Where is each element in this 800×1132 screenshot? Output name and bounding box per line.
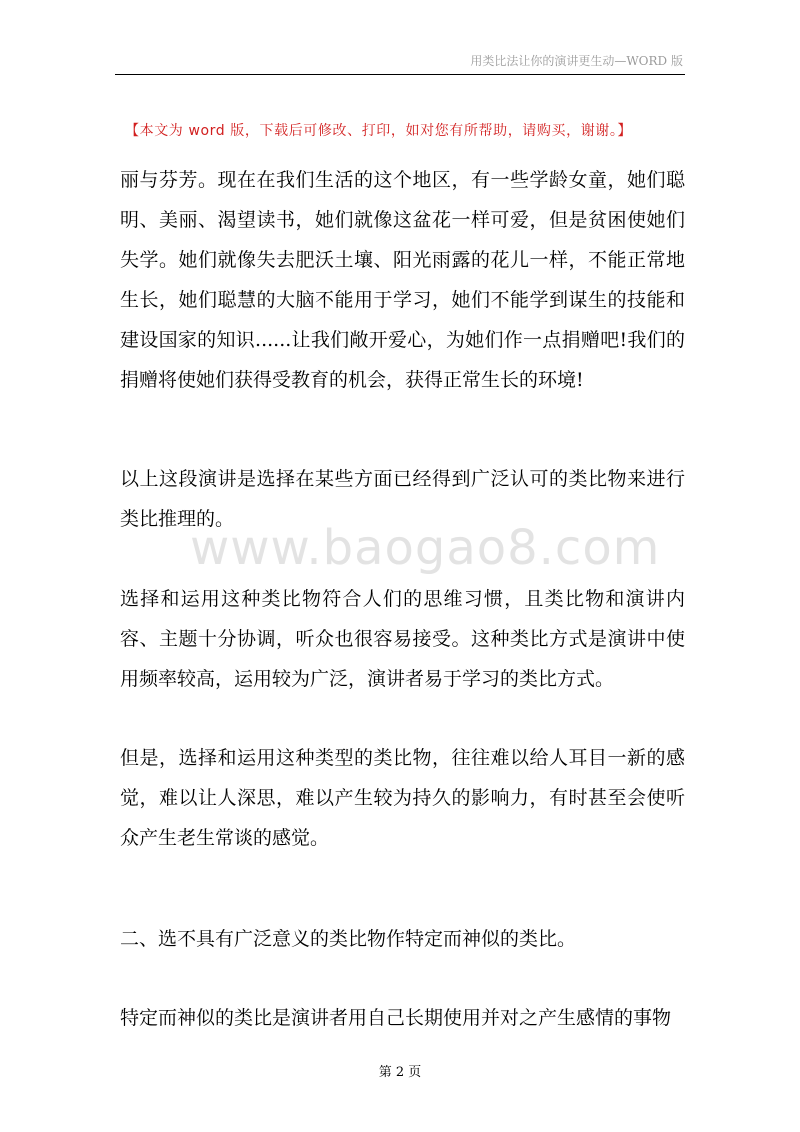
section-heading: 二、选不具有广泛意义的类比物作特定而神似的类比。 [120, 928, 577, 950]
page-number: 第 2 页 [378, 1065, 422, 1080]
paragraph-1: 丽与芬芳。现在在我们生活的这个地区，有一些学龄女童，她们聪明、美丽、渴望读书，她们就像这盆花一样可爱，但是贫困使她们失学。她们就像失去肥沃土壤、阳光雨露的花儿一样，不能正常地生长，她们聪慧的大脑不能用于学习，她们不能学到谋生的技能和建设国家的知识......让我们敞开爱心，为她们作一点捐赠吧!我们的捐赠将使她们获得受教育的机会，获得正常生长的环境! [120, 169, 685, 391]
header-title: 用类比法让你的演讲更生动—WORD 版 [470, 54, 683, 68]
paragraph-6: 特定而神似的类比是演讲者用自己长期使用并对之产生感情的事物 [120, 1007, 672, 1029]
paragraph-4: 但是，选择和运用这种类型的类比物，往往难以给人耳目一新的感觉，难以让人深思，难以产生较为持久的影响力，有时甚至会使听众产生老生常谈的感觉。 [120, 747, 685, 849]
paragraph-3: 选择和运用这种类比物符合人们的思维习惯，且类比物和演讲内容、主题十分协调，听众也很容易接受。这种类比方式是演讲中使用频率较高，运用较为广泛，演讲者易于学习的类比方式。 [120, 588, 685, 690]
paragraph-2: 以上这段演讲是选择在某些方面已经得到广泛认可的类比物来进行类比推理的。 [120, 468, 685, 530]
watermark: www.baogao8.com [190, 520, 661, 576]
download-notice: 【本文为 word 版，下载后可修改、打印，如对您有所帮助，请购买，谢谢。】 [125, 123, 633, 139]
header-divider [115, 74, 685, 75]
